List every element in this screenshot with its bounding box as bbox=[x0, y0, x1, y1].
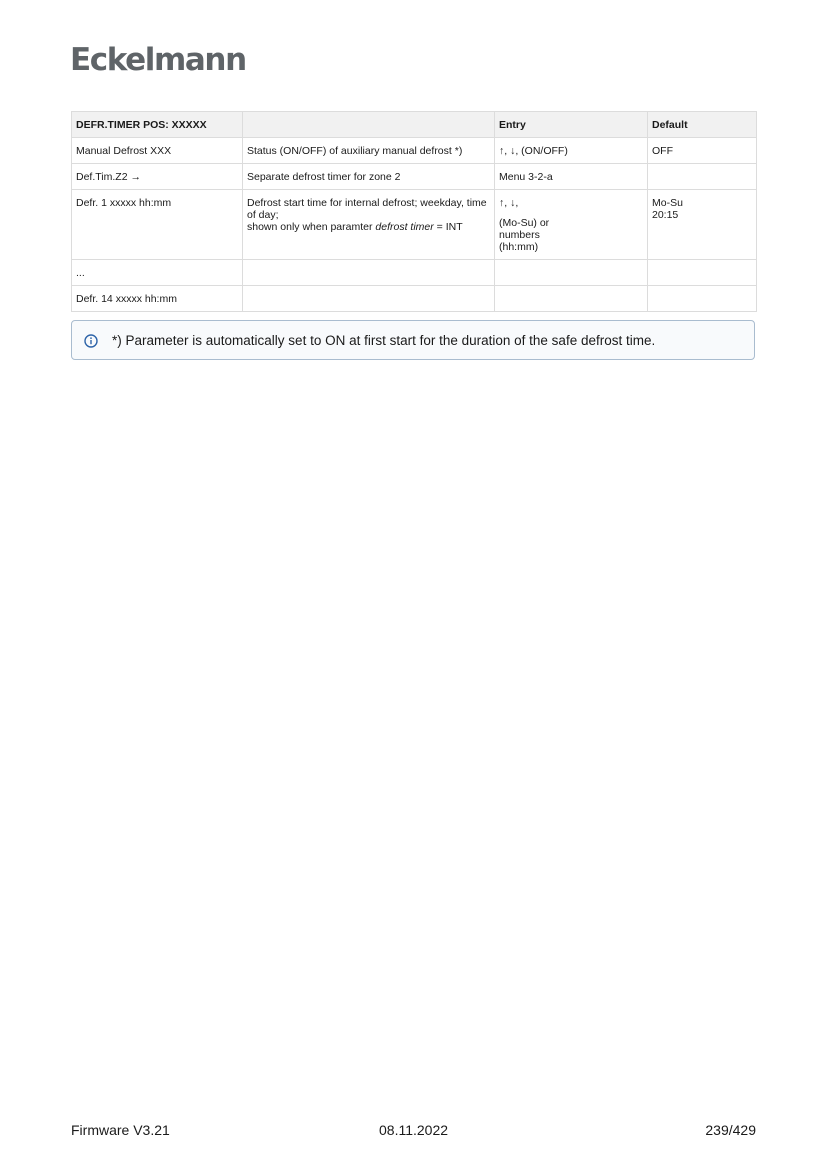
table-row bbox=[72, 190, 757, 260]
default-line2: 20:15 bbox=[652, 209, 679, 221]
cell-entry: ↑, ↓, (ON/OFF) bbox=[495, 138, 648, 164]
cell-name: Def.Tim.Z2 → bbox=[72, 164, 243, 190]
column-header-default: Default bbox=[648, 112, 757, 138]
parameter-table bbox=[71, 111, 757, 312]
cell-description: Status (ON/OFF) of auxiliary manual defrost *) bbox=[243, 138, 495, 164]
description-line1: Defrost start time for internal defrost; weekday, time of day; bbox=[247, 197, 487, 221]
column-header-entry: Entry bbox=[495, 112, 648, 138]
table-row bbox=[72, 138, 757, 164]
description-line2-prefix: shown only when paramter bbox=[247, 221, 376, 233]
cell-description: Separate defrost timer for zone 2 bbox=[243, 164, 495, 190]
default-line1: Mo-Su bbox=[652, 197, 683, 209]
cell-description bbox=[243, 190, 495, 260]
cell-default bbox=[648, 164, 757, 190]
footer-page-number: 239/429 bbox=[705, 1122, 756, 1138]
table-row bbox=[72, 286, 757, 312]
cell-entry bbox=[495, 260, 648, 286]
table-header-row bbox=[72, 112, 757, 138]
description-line2-italic: defrost timer bbox=[375, 221, 434, 233]
table-row bbox=[72, 260, 757, 286]
entry-line2: (Mo-Su) or numbers (hh:mm) bbox=[499, 217, 550, 253]
cell-default bbox=[648, 286, 757, 312]
table-row bbox=[72, 164, 757, 190]
description-line2-suffix: = INT bbox=[433, 221, 463, 233]
cell-description bbox=[243, 260, 495, 286]
cell-entry bbox=[495, 286, 648, 312]
note-text: *) Parameter is automatically set to ON at first start for the duration of the safe defrost time. bbox=[112, 333, 656, 348]
footer-date: 08.11.2022 bbox=[379, 1122, 449, 1138]
column-header-menu: DEFR.TIMER POS: XXXXX bbox=[72, 112, 243, 138]
info-note bbox=[71, 320, 755, 360]
cell-name: Manual Defrost XXX bbox=[72, 138, 243, 164]
entry-line1: ↑, ↓, bbox=[499, 197, 519, 209]
footer-firmware: Firmware V3.21 bbox=[71, 1122, 170, 1138]
cell-default bbox=[648, 260, 757, 286]
cell-default bbox=[648, 190, 757, 260]
cell-entry: Menu 3-2-a bbox=[495, 164, 648, 190]
info-icon bbox=[84, 334, 98, 348]
cell-entry bbox=[495, 190, 648, 260]
company-logo: Eckelmann bbox=[70, 42, 246, 78]
cell-name: ... bbox=[72, 260, 243, 286]
cell-description bbox=[243, 286, 495, 312]
cell-name: Defr. 1 xxxxx hh:mm bbox=[72, 190, 243, 260]
column-header-description bbox=[243, 112, 495, 138]
cell-name: Defr. 14 xxxxx hh:mm bbox=[72, 286, 243, 312]
cell-default: OFF bbox=[648, 138, 757, 164]
